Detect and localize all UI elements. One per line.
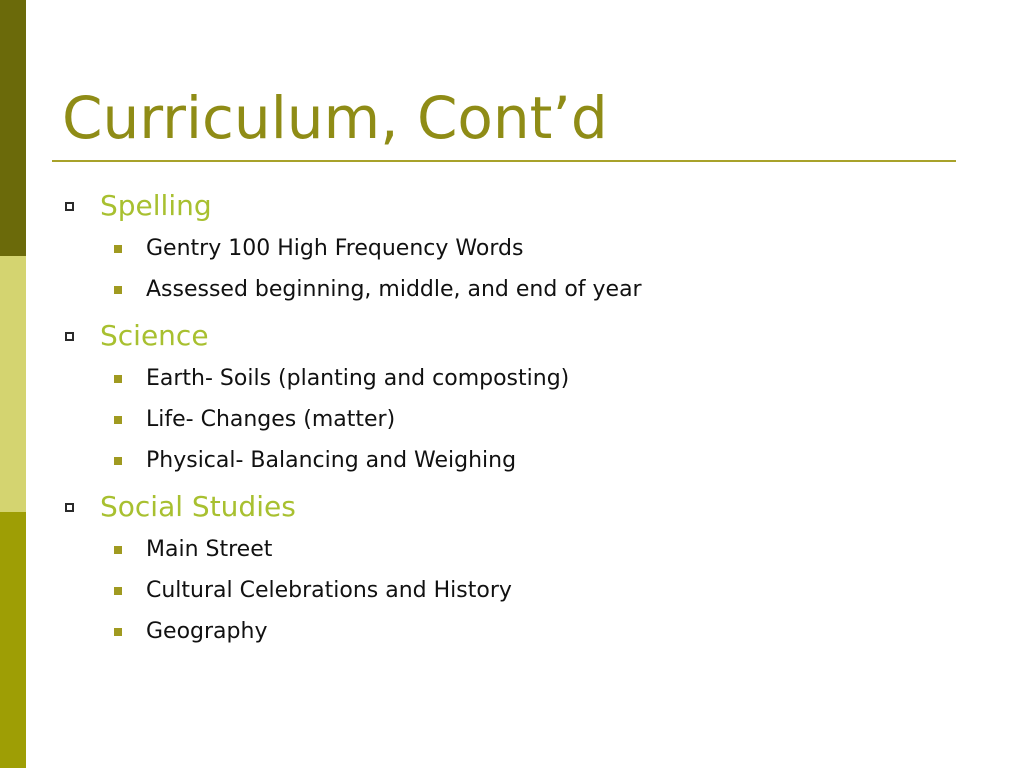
list-item xyxy=(62,440,962,481)
section-heading-row xyxy=(62,314,962,358)
list-item xyxy=(62,399,962,440)
filled-square-bullet-icon xyxy=(114,416,122,424)
list-item xyxy=(62,570,962,611)
list-item-label: Main Street xyxy=(146,537,273,562)
slide-content xyxy=(62,184,962,652)
section-heading-row xyxy=(62,485,962,529)
list-item-label: Physical- Balancing and Weighing xyxy=(146,448,517,473)
list-item xyxy=(62,269,962,310)
hollow-square-bullet-icon xyxy=(65,503,74,512)
hollow-square-bullet-icon xyxy=(65,202,74,211)
section-heading-row xyxy=(62,184,962,228)
list-item xyxy=(62,228,962,269)
side-bar-bottom-segment xyxy=(0,512,26,768)
section-heading: Science xyxy=(100,319,209,352)
list-item-label: Earth- Soils (planting and composting) xyxy=(146,366,570,391)
section-items xyxy=(62,358,962,481)
section-spelling xyxy=(62,184,962,314)
list-item xyxy=(62,529,962,570)
title-divider xyxy=(52,160,956,162)
slide-title: Curriculum, Cont’d xyxy=(62,84,608,152)
list-item-label: Gentry 100 High Frequency Words xyxy=(146,236,524,261)
filled-square-bullet-icon xyxy=(114,286,122,294)
section-heading: Spelling xyxy=(100,189,212,222)
section-science xyxy=(62,314,962,485)
list-item xyxy=(62,358,962,399)
list-item-label: Geography xyxy=(146,619,268,644)
section-heading: Social Studies xyxy=(100,490,296,523)
filled-square-bullet-icon xyxy=(114,457,122,465)
filled-square-bullet-icon xyxy=(114,375,122,383)
section-social-studies xyxy=(62,485,962,652)
list-item-label: Life- Changes (matter) xyxy=(146,407,396,432)
list-item xyxy=(62,611,962,652)
filled-square-bullet-icon xyxy=(114,628,122,636)
hollow-square-bullet-icon xyxy=(65,332,74,341)
section-items xyxy=(62,529,962,652)
list-item-label: Cultural Celebrations and History xyxy=(146,578,512,603)
section-items xyxy=(62,228,962,310)
side-bar-middle-segment xyxy=(0,256,26,512)
list-item-label: Assessed beginning, middle, and end of year xyxy=(146,277,642,302)
filled-square-bullet-icon xyxy=(114,245,122,253)
filled-square-bullet-icon xyxy=(114,546,122,554)
filled-square-bullet-icon xyxy=(114,587,122,595)
side-accent-bar xyxy=(0,0,26,768)
side-bar-top-segment xyxy=(0,0,26,256)
